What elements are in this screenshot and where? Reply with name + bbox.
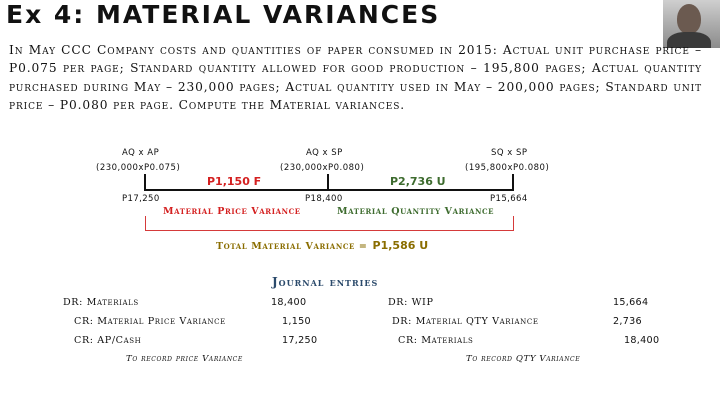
right-entry-amount-3: 18,400 — [624, 335, 660, 346]
journal-entries-heading: Journal entries — [272, 275, 379, 289]
left-entry-amount-2: 1,150 — [282, 316, 311, 327]
point-label-aq-ap: AQ x AP — [122, 148, 160, 158]
point-formula-aq-ap: (230,000xP0.075) — [96, 163, 181, 173]
slide-title: Ex 4: MATERIAL VARIANCES — [6, 0, 441, 29]
amount-aq-sp: P18,400 — [305, 194, 343, 204]
price-variance-name: Material Price Variance — [163, 206, 301, 217]
right-entry-memo: To record QTY Variance — [466, 354, 581, 364]
amount-sq-sp: P15,664 — [490, 194, 528, 204]
right-entry-account-1: DR: WIP — [388, 297, 434, 308]
tick-sq-sp — [512, 174, 514, 191]
tick-aq-ap — [144, 174, 146, 191]
left-entry-account-3: CR: AP/Cash — [74, 335, 142, 346]
total-variance-label: Total Material Variance = — [216, 241, 368, 252]
total-variance-value: P1,586 U — [372, 239, 429, 252]
point-label-sq-sp: SQ x SP — [491, 148, 528, 158]
point-formula-sq-sp: (195,800xP0.080) — [465, 163, 550, 173]
right-entry-amount-1: 15,664 — [613, 297, 649, 308]
price-variance-value: P1,150 F — [207, 175, 262, 188]
total-variance-bracket — [145, 216, 514, 231]
right-entry-account-3: CR: Materials — [398, 335, 474, 346]
left-entry-account-1: DR: Materials — [63, 297, 139, 308]
variance-timeline-line — [144, 189, 514, 191]
tick-aq-sp — [327, 174, 329, 191]
right-entry-amount-2: 2,736 — [613, 316, 642, 327]
problem-statement: In May CCC Company costs and quantities of paper consumed in 2015: Actual unit purchase price – P0.075 per page; Standard quantity allowed for good production – 195,800 pages; Actual quantity purchased during May – 230,000 pages; Actual quantity used in May – 200,000 pages; Standard unit price – P0.080 per page. Compute the Material variances. — [9, 43, 702, 112]
left-entry-account-2: CR: Material Price Variance — [74, 316, 226, 327]
quantity-variance-name: Material Quantity Variance — [337, 206, 495, 217]
point-formula-aq-sp: (230,000xP0.080) — [280, 163, 365, 173]
left-entry-amount-1: 18,400 — [271, 297, 307, 308]
left-entry-memo: To record price Variance — [126, 354, 243, 364]
right-entry-account-2: DR: Material QTY Variance — [392, 316, 539, 327]
quantity-variance-value: P2,736 U — [390, 175, 446, 188]
total-variance — [216, 234, 428, 253]
amount-aq-ap: P17,250 — [122, 194, 160, 204]
point-label-aq-sp: AQ x SP — [306, 148, 343, 158]
presenter-head — [677, 4, 701, 34]
left-entry-amount-3: 17,250 — [282, 335, 318, 346]
